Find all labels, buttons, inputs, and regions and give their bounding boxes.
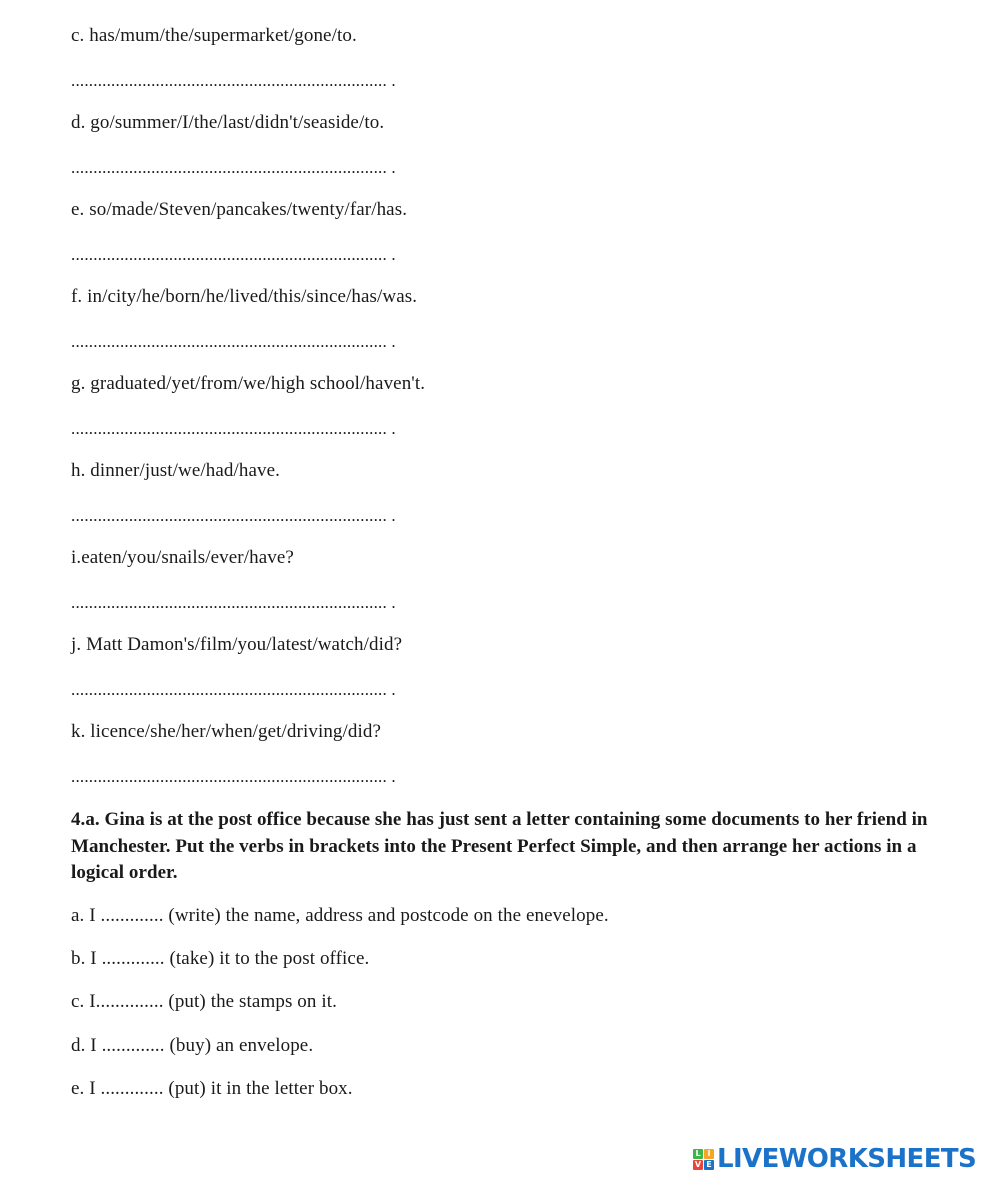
exercise-prompt-h: h. dinner/just/we/had/have. (71, 460, 281, 481)
logo-mark-letter-v: V (694, 1159, 702, 1169)
answer-line-h[interactable]: ....................................................................... . (71, 506, 396, 525)
answer-line-i[interactable]: ....................................................................... . (71, 593, 396, 612)
answer-line-c[interactable]: ....................................................................... . (71, 71, 396, 90)
gina-action-b: b. I ............. (take) it to the post office. (71, 948, 370, 969)
answer-line-f[interactable]: ....................................................................... . (71, 332, 396, 351)
answer-line-g[interactable]: ....................................................................... . (71, 419, 396, 438)
exercise-prompt-e: e. so/made/Steven/pancakes/twenty/far/has. (71, 199, 408, 220)
logo-mark-icon (693, 1149, 714, 1170)
exercise-prompt-d: d. go/summer/I/the/last/didn't/seaside/to. (71, 112, 385, 133)
logo-mark-letter-i: I (704, 1149, 714, 1159)
exercise-prompt-f: f. in/city/he/born/he/lived/this/since/has/was. (71, 286, 418, 307)
answer-line-e[interactable]: ....................................................................... . (71, 245, 396, 264)
exercise-prompt-j: j. Matt Damon's/film/you/latest/watch/did? (71, 634, 403, 655)
gina-action-d: d. I ............. (buy) an envelope. (71, 1035, 314, 1056)
exercise-4a-heading: 4.a. Gina is at the post office because she has just sent a letter containing some documents to her friend in Manchester. Put the verbs in brackets into the Present Perfect Simple, and then arrange her actions in a logical order. (71, 809, 928, 883)
gina-action-c: c. I.............. (put) the stamps on it. (71, 991, 337, 1012)
exercise-prompt-c: c. has/mum/the/supermarket/gone/to. (71, 25, 357, 46)
exercise-prompt-i: i.eaten/you/snails/ever/have? (71, 547, 294, 568)
exercise-prompt-g: g. graduated/yet/from/we/high school/haven't. (71, 373, 426, 394)
answer-line-d[interactable]: ....................................................................... . (71, 158, 396, 177)
answer-line-k[interactable]: ....................................................................... . (71, 767, 396, 786)
exercise-prompt-k: k. licence/she/her/when/get/driving/did? (71, 721, 382, 742)
logo-mark-letter-l: L (693, 1149, 703, 1159)
logo-mark-letter-e: E (704, 1160, 714, 1170)
logo-text: LIVEWORKSHEETS (717, 1144, 977, 1174)
gina-action-a: a. I ............. (write) the name, address and postcode on the enevelope. (71, 905, 609, 926)
gina-action-e: e. I ............. (put) it in the letter box. (71, 1078, 353, 1099)
liveworksheets-logo (693, 1143, 976, 1175)
answer-line-j[interactable]: ....................................................................... . (71, 680, 396, 699)
